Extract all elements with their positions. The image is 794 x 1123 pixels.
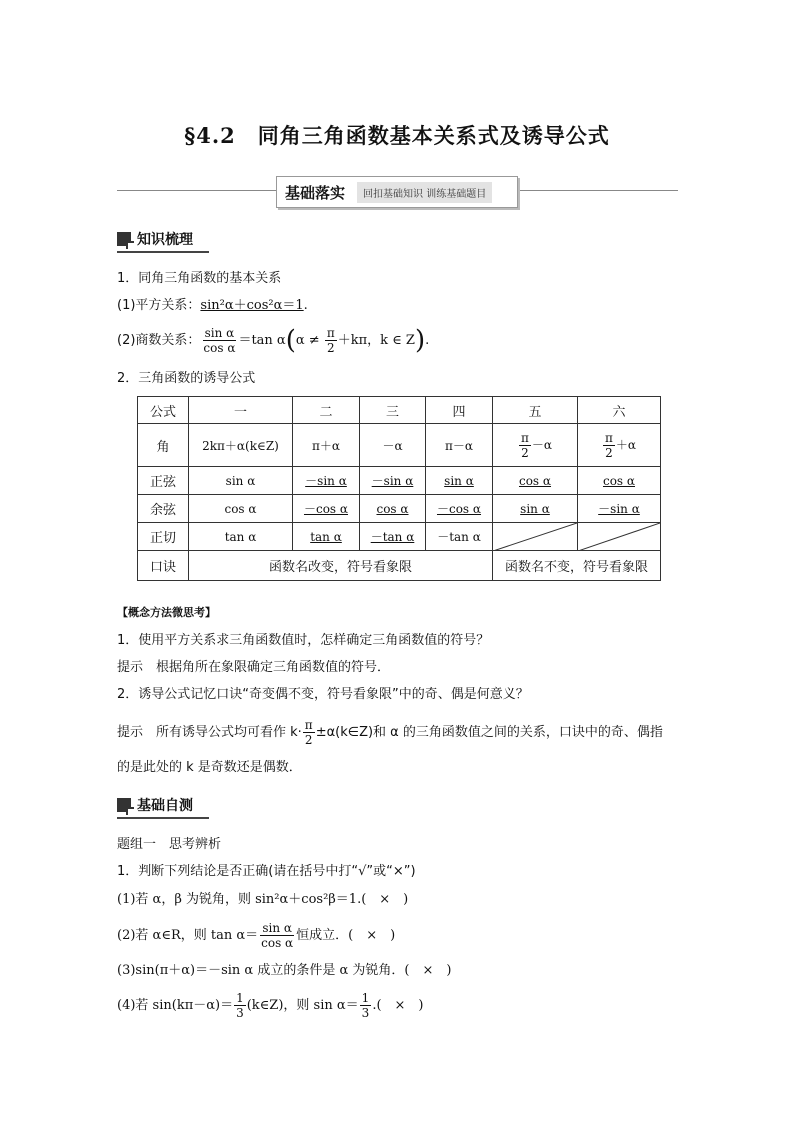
section-underline (117, 817, 209, 819)
page-title: §4.2 同角三角函数基本关系式及诱导公式 (184, 123, 610, 148)
table-cell: 一 (189, 397, 293, 424)
fraction: $\frac{\text{sin α}}{\text{cos α}}$ (203, 326, 236, 355)
exercise-item-3: (3)sin(π＋α)＝－sin α 成立的条件是 α 为锐角．( × ) (117, 963, 452, 978)
table-cell: －sin α (293, 467, 360, 495)
concept-answer-2: 提示 所有诱导公式均可看作 k· $\frac{\pi}{2}$ ±α(k∈Z)和 α 的三角函数值之间的关系，口诀中的奇、偶指 (117, 718, 663, 747)
table-cell: 2kπ＋α(k∈Z) (189, 424, 293, 467)
table-cell: 三 (360, 397, 426, 424)
table-row (138, 495, 661, 523)
exercise-group: 题组一 思考辨析 (117, 837, 222, 852)
concept-answer-2-cont: 的是此处的 k 是奇数还是偶数． (117, 760, 302, 775)
divider-left (117, 190, 276, 191)
table-row (138, 551, 661, 581)
quotient-relation: (2)商数关系： $\frac{\text{sin α}}{\text{cos α}}$ ＝tan α(α ≠ $\frac{\pi}{2}$ ＋kπ，k ∈ Z). (117, 325, 430, 356)
concept-question-2: 2．诱导公式记忆口诀“奇变偶不变，符号看象限”中的奇、偶是何意义？ (117, 687, 529, 702)
divider-right (518, 190, 678, 191)
table-cell: －tan α (360, 523, 426, 551)
table-cell: －sin α (578, 495, 661, 523)
table-cell: 公式 (138, 397, 189, 424)
table-cell: 角 (138, 424, 189, 467)
table-cell: 函数名不变，符号看象限 (493, 551, 661, 581)
k2-heading: 2．三角函数的诱导公式 (117, 371, 256, 386)
table-cell: 余弦 (138, 495, 189, 523)
exercise-item-2: (2)若 α∈R，则 tan α＝ $\frac{\text{sin α}}{\text{cos α}}$ 恒成立．( × ) (117, 921, 396, 950)
square-icon (117, 232, 131, 246)
fraction: $\frac{\pi}{2}$ (326, 326, 335, 355)
section-heading-selftest (117, 794, 207, 816)
banner-main: 基础落实 (285, 183, 346, 202)
section-banner (276, 176, 518, 208)
table-cell: －cos α (293, 495, 360, 523)
empty-diagonal-cell (578, 523, 661, 551)
table-cell: 六 (578, 397, 661, 424)
square-icon (117, 798, 131, 812)
empty-diagonal-cell (493, 523, 578, 551)
concept-heading: 【概念方法微思考】 (117, 606, 216, 619)
table-cell: －sin α (360, 467, 426, 495)
induction-formula-table (137, 396, 661, 581)
section-heading-label: 知识梳理 (137, 232, 193, 248)
table-cell: tan α (189, 523, 293, 551)
table-row (138, 397, 661, 424)
table-cell: 二 (293, 397, 360, 424)
table-cell: 函数名改变，符号看象限 (189, 551, 493, 581)
square-relation: (1)平方关系：sin²α＋cos²α＝1. (117, 298, 308, 313)
table-cell: cos α (493, 467, 578, 495)
exercise-question: 1．判断下列结论是否正确(请在括号中打“√”或“×”) (117, 864, 416, 879)
table-cell: π－α (426, 424, 493, 467)
table-cell: sin α (426, 467, 493, 495)
banner-sub: 回扣基础知识 训练基础题目 (357, 182, 492, 203)
table-cell: cos α (360, 495, 426, 523)
table-row (138, 424, 661, 467)
table-cell: π＋α (293, 424, 360, 467)
table-cell: cos α (578, 467, 661, 495)
table-row (138, 467, 661, 495)
table-cell: 五 (493, 397, 578, 424)
table-cell: $\frac{\pi}{2}$ －α (493, 424, 578, 467)
concept-answer-1: 提示 根据角所在象限确定三角函数值的符号． (117, 660, 391, 675)
section-heading-label: 基础自测 (137, 798, 193, 814)
table-cell: sin α (189, 467, 293, 495)
table-row (138, 523, 661, 551)
table-cell: cos α (189, 495, 293, 523)
table-cell: sin α (493, 495, 578, 523)
table-cell: －α (360, 424, 426, 467)
table-cell: 正切 (138, 523, 189, 551)
section-underline (117, 251, 209, 253)
exercise-item-1: (1)若 α，β 为锐角，则 sin²α＋cos²β＝1.( × ) (117, 892, 409, 907)
exercise-item-4: (4)若 sin(kπ－α)＝ $\frac{1}{3}$ (k∈Z)，则 sin α＝ $\frac{1}{3}$ .( × ) (117, 991, 424, 1020)
section-heading-knowledge (117, 228, 207, 250)
table-cell: $\frac{\pi}{2}$ ＋α (578, 424, 661, 467)
table-cell: －tan α (426, 523, 493, 551)
table-cell: tan α (293, 523, 360, 551)
table-cell: －cos α (426, 495, 493, 523)
table-cell: 四 (426, 397, 493, 424)
concept-question-1: 1．使用平方关系求三角函数值时，怎样确定三角函数值的符号？ (117, 633, 490, 648)
table-cell: 口诀 (138, 551, 189, 581)
table-cell: 正弦 (138, 467, 189, 495)
k1-heading: 1．同角三角函数的基本关系 (117, 271, 282, 286)
